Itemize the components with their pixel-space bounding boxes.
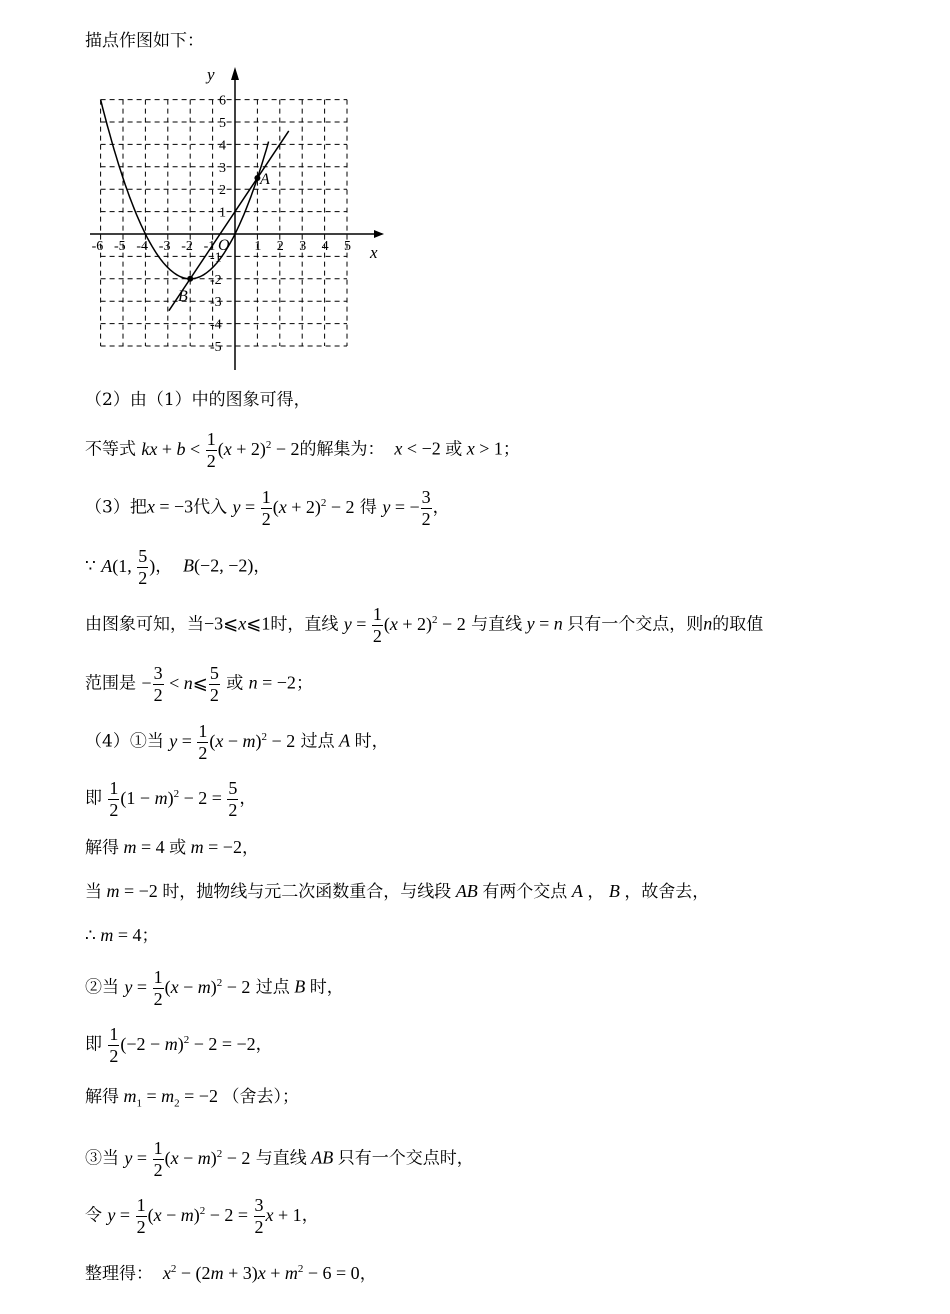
- case2-solution: 解得 $m_1 = m_2 = -2$ （舍去）；: [85, 1086, 299, 1110]
- y-tick-label: -1: [210, 250, 222, 266]
- origin-label: O: [218, 237, 230, 254]
- points-coordinates: ∵ A(1, $\frac{5}{2}$ )， B(−2, −2)，: [85, 546, 271, 588]
- x-tick-label: -6: [91, 239, 104, 254]
- part4-case3: ③当 y = $\frac{1}{2}$ $(x - m)^2 - 2$ 与直线 AB 只有一个交点时，: [85, 1138, 474, 1180]
- y-axis-label: y: [207, 65, 215, 84]
- y-tick-label: 2: [219, 183, 226, 199]
- y-tick-label: 5: [219, 116, 226, 131]
- x-axis-label: x: [370, 243, 378, 262]
- part4-case1: （4）①当 y = $\frac{1}{2}$ $(x - m)^2 - 2$ 过点 A 时，: [85, 721, 389, 763]
- y-tick-label: -4: [210, 317, 222, 333]
- case3-equation: 令 y = $\frac{1}{2}$ $(x - m)^2 - 2$ = $\frac{3}{2}$ x + 1，: [85, 1195, 319, 1237]
- x-tick-label: -3: [158, 239, 171, 254]
- y-tick-label: 1: [219, 205, 226, 221]
- x-tick-label: -1: [203, 239, 216, 254]
- x-tick-label: 2: [276, 239, 284, 254]
- part3-analysis: 由图象可知，当−3⩽x⩽1时，直线 y = $\frac{1}{2}$ $(x + 2)^2 - 2$ 与直线 y = n 只有一个交点，则n的取值: [85, 604, 764, 646]
- axes: [90, 67, 384, 370]
- case2-equation: 即 $\frac{1}{2}$ $(-2 - m)^2 - 2 = -2$，: [85, 1024, 273, 1066]
- case1-equation: 即 $\frac{1}{2}$ $(1 - m)^2 - 2$ = $\frac{5}{2}$ ，: [85, 778, 257, 820]
- x-tick-label: 5: [344, 239, 351, 254]
- case1-solution: 解得 m = 4 或 m = −2，: [85, 837, 259, 858]
- part4-case2: ②当 y = $\frac{1}{2}$ $(x - m)^2 - 2$ 过点 B 时，: [85, 967, 344, 1009]
- x-tick-label: 1: [254, 239, 262, 254]
- point-b-label: B: [178, 288, 188, 305]
- point-b-dot: [187, 276, 193, 282]
- part3-substitute: （3）把x = −3代入 y = $\frac{1}{2}$ $(x + 2)^2 - 2$ 得 y = − $\frac{3}{2}$ ，: [85, 487, 450, 529]
- y-tick-label: -2: [210, 272, 222, 288]
- y-tick-label: 6: [219, 93, 226, 109]
- intro-text: 描点作图如下：: [85, 31, 204, 51]
- x-tick-label: 3: [299, 239, 307, 254]
- x-tick-label: -2: [181, 239, 193, 254]
- point-a-label: A: [260, 171, 270, 188]
- y-tick-label: 4: [219, 138, 226, 154]
- x-tick-label: -5: [114, 239, 126, 254]
- line-ab: [169, 131, 289, 311]
- part2-title: （2）由（1）中的图象可得，: [85, 390, 311, 410]
- dashed-grid: [101, 100, 347, 346]
- function-graph: [78, 62, 388, 380]
- part3-range: 范围是 − $\frac{3}{2}$ < n⩽ $\frac{5}{2}$ 或 n = −2；: [85, 663, 313, 705]
- x-tick-label: 4: [321, 239, 329, 254]
- x-tick-label: -4: [136, 239, 149, 254]
- y-tick-label: -5: [210, 340, 222, 355]
- y-axis-arrow: [231, 67, 239, 80]
- case1-conclusion: ∴ m = 4；: [85, 925, 159, 946]
- part2-inequality: 不等式 kx + b < $\frac{1}{2}$ $(x + 2)^2 - 2$的解集为： x < −2 或 x > 1；: [85, 429, 520, 471]
- case1-discard: 当 m = −2 时，抛物线与元二次函数重合，与线段 AB 有两个交点 A ， B ，故舍去，: [85, 881, 710, 902]
- y-tick-label: -3: [210, 295, 222, 311]
- y-tick-label: 3: [219, 160, 226, 176]
- case3-quadratic: 整理得： $x^2 - (2m + 3)x + m^2 - 6 = 0$，: [85, 1263, 377, 1284]
- x-axis-arrow: [374, 230, 384, 238]
